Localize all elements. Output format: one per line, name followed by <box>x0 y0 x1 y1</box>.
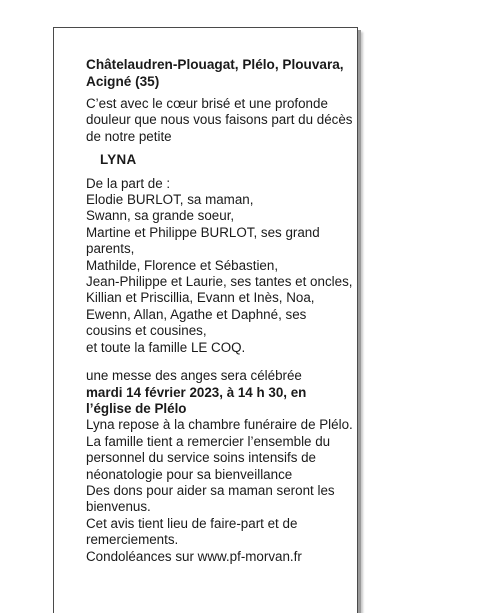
family-line: Mathilde, Florence et Sébastien, <box>86 257 279 273</box>
family-line: De la part de : <box>86 175 171 191</box>
notice-heading-locations: Châtelaudren-Plouagat, Plélo, Plouvara, Acigné (35) <box>86 57 344 89</box>
closing-line: La famille tient a remercier l’ensemble du personnel du service soins intensifs de néonatologie pour sa bienveillance <box>86 433 331 482</box>
notice-intro: C’est avec le cœur brisé et une profonde douleur que nous vous faisons part du décès de notre petite <box>86 96 353 144</box>
closing-line: Lyna repose à la chambre funéraire de Plélo. <box>86 417 353 433</box>
family-line: Swann, sa grande soeur, <box>86 208 235 224</box>
mass-announcement <box>86 368 354 417</box>
mass-intro: une messe des anges sera célébrée <box>86 368 302 384</box>
condolences-line: Condoléances sur www.pf-morvan.fr <box>86 548 302 564</box>
paragraph-spacer <box>86 356 354 368</box>
closing-text <box>86 417 354 565</box>
obituary-notice-text <box>86 56 354 565</box>
family-line: Martine et Philippe BURLOT, ses grand parents, <box>86 224 320 257</box>
mass-date-location: mardi 14 février 2023, à 14 h 30, en l’église de Plélo <box>86 384 307 416</box>
family-line: Killian et Priscillia, Evann et Inès, Noa, Ewenn, Allan, Agathe et Daphné, ses cousins et cousines, <box>86 290 315 339</box>
family-line: Elodie BURLOT, sa maman, <box>86 192 254 208</box>
deceased-name: LYNA <box>100 152 137 168</box>
family-line: Jean-Philippe et Laurie, ses tantes et oncles, <box>86 274 353 290</box>
closing-line: Cet avis tient lieu de faire-part et de remerciements. <box>86 515 298 548</box>
family-line: et toute la famille LE COQ. <box>86 339 246 355</box>
closing-line: Des dons pour aider sa maman seront les bienvenus. <box>86 482 335 515</box>
family-list <box>86 176 354 356</box>
